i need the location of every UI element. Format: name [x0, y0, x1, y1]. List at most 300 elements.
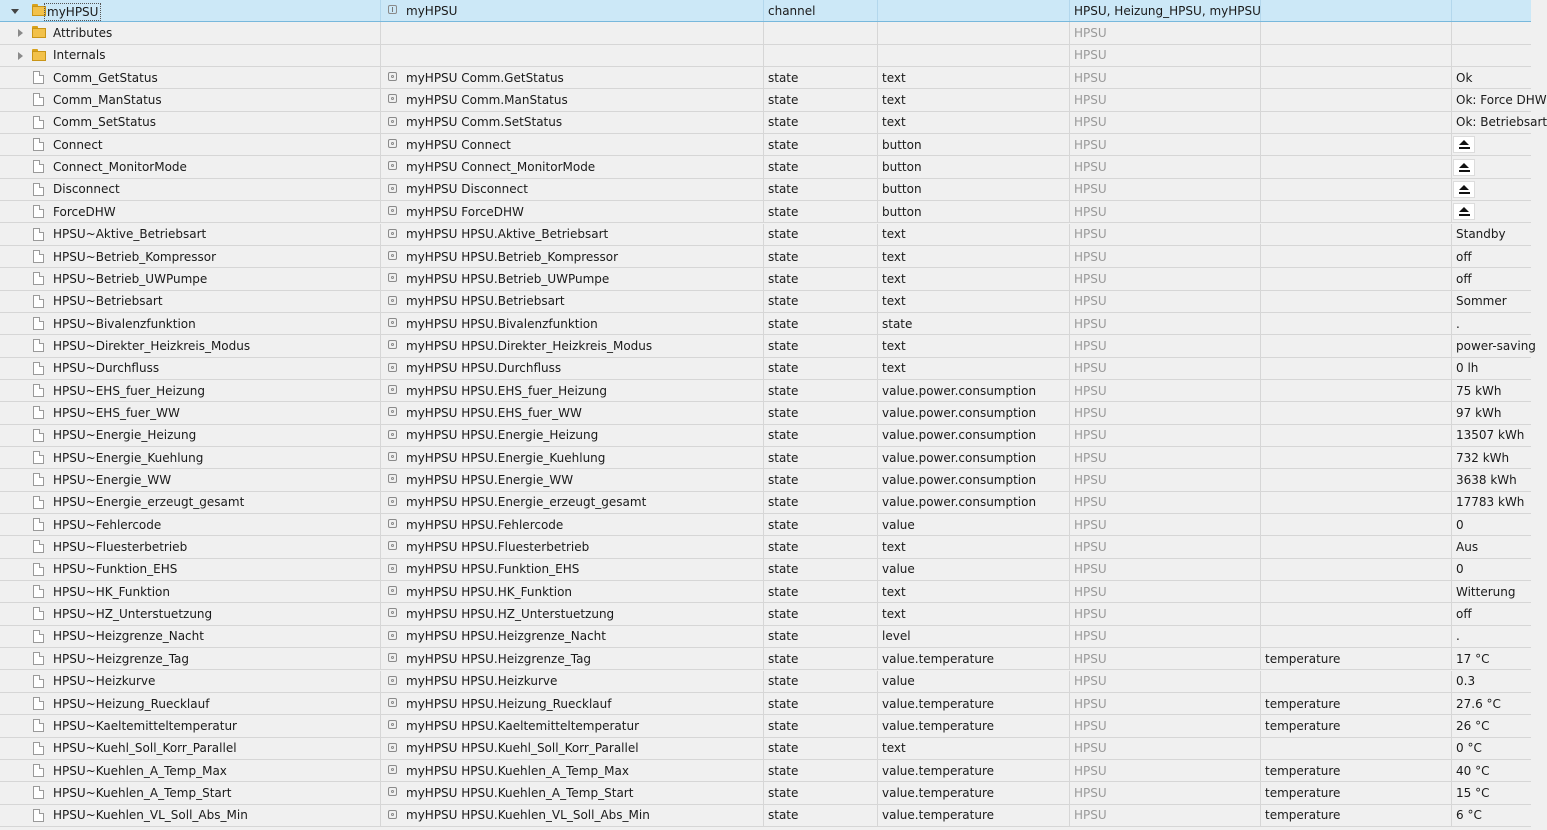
object-type: state — [764, 380, 878, 401]
object-value[interactable]: 0 — [1456, 562, 1464, 577]
folder-icon — [32, 49, 46, 62]
tree-row-state[interactable] — [0, 402, 1531, 424]
object-label: myHPSU HPSU.Energie_Heizung — [406, 428, 599, 443]
tree-row-state[interactable] — [0, 469, 1531, 491]
tree-row-state[interactable] — [0, 536, 1531, 558]
object-role: text — [878, 67, 1070, 88]
state-icon — [388, 407, 397, 416]
object-role — [878, 0, 1070, 21]
object-role: value.power.consumption — [878, 425, 1070, 446]
label-cell — [381, 425, 764, 446]
object-label: myHPSU HPSU.Heizkurve — [406, 674, 558, 689]
name-cell — [0, 89, 381, 110]
press-button[interactable] — [1453, 159, 1475, 176]
state-icon — [388, 251, 397, 260]
name-cell — [0, 492, 381, 513]
label-cell — [381, 559, 764, 580]
file-icon — [33, 809, 44, 822]
state-icon — [388, 676, 397, 685]
file-icon — [33, 652, 44, 665]
object-name: HPSU~Kuehlen_A_Temp_Max — [53, 763, 227, 778]
name-cell — [0, 112, 381, 133]
label-cell — [381, 335, 764, 356]
object-type: state — [764, 782, 878, 803]
object-room: HPSU — [1070, 67, 1261, 88]
name-cell — [0, 648, 381, 669]
object-value — [1452, 179, 1531, 200]
tree-row-state[interactable] — [0, 179, 1531, 201]
object-name: Attributes — [53, 26, 113, 41]
file-icon — [33, 540, 44, 553]
object-type: channel — [764, 0, 878, 21]
state-icon — [388, 430, 397, 439]
name-cell — [0, 760, 381, 781]
object-function — [1261, 224, 1452, 245]
object-value — [1452, 22, 1531, 43]
object-name: HPSU~Energie_erzeugt_gesamt — [53, 495, 245, 510]
object-type: state — [764, 581, 878, 602]
name-cell — [0, 156, 381, 177]
file-icon — [33, 675, 44, 688]
object-value[interactable]: 6 °C — [1456, 808, 1482, 823]
object-role: value.temperature — [878, 760, 1070, 781]
object-name: HPSU~HK_Funktion — [53, 584, 170, 599]
object-role: value.power.consumption — [878, 380, 1070, 401]
object-role: text — [878, 291, 1070, 312]
object-label: myHPSU HPSU.EHS_fuer_Heizung — [406, 383, 607, 398]
file-icon — [33, 71, 44, 84]
object-value[interactable]: off — [1456, 271, 1472, 286]
object-function — [1261, 492, 1452, 513]
object-type: state — [764, 268, 878, 289]
state-icon — [388, 497, 397, 506]
object-name: HPSU~Betrieb_UWPumpe — [53, 271, 208, 286]
press-button[interactable] — [1453, 203, 1475, 220]
object-function — [1261, 447, 1452, 468]
tree-row-state[interactable] — [0, 760, 1531, 782]
object-function — [1261, 559, 1452, 580]
object-type: state — [764, 201, 878, 222]
tree-row-state[interactable] — [0, 492, 1531, 514]
object-role: level — [878, 626, 1070, 647]
object-room: HPSU — [1070, 268, 1261, 289]
tree-row-state[interactable] — [0, 805, 1531, 827]
object-value[interactable]: 0 °C — [1456, 741, 1482, 756]
object-role: button — [878, 179, 1070, 200]
file-icon — [33, 362, 44, 375]
name-cell — [0, 581, 381, 602]
object-type: state — [764, 514, 878, 535]
object-name: Comm_GetStatus — [53, 70, 158, 85]
object-role: value.temperature — [878, 715, 1070, 736]
label-cell — [381, 514, 764, 535]
file-icon — [33, 630, 44, 643]
press-button[interactable] — [1453, 181, 1475, 198]
label-cell — [381, 782, 764, 803]
object-function — [1261, 738, 1452, 759]
object-type: state — [764, 715, 878, 736]
tree-row-state[interactable] — [0, 603, 1531, 625]
tree-row-root[interactable] — [0, 0, 1531, 22]
name-cell — [0, 782, 381, 803]
object-name: HPSU~Energie_WW — [53, 473, 172, 488]
tree-row-attributes[interactable] — [0, 22, 1531, 44]
file-icon — [33, 93, 44, 106]
object-value[interactable]: 3638 kWh — [1456, 473, 1517, 488]
object-room: HPSU — [1070, 760, 1261, 781]
tree-row-state[interactable] — [0, 738, 1531, 760]
name-cell — [0, 603, 381, 624]
object-role — [878, 22, 1070, 43]
tree-row-state[interactable] — [0, 224, 1531, 246]
tree-row-state[interactable] — [0, 559, 1531, 581]
tree-row-state[interactable] — [0, 514, 1531, 536]
tree-row-state[interactable] — [0, 291, 1531, 313]
object-room: HPSU — [1070, 671, 1261, 692]
name-cell — [0, 514, 381, 535]
object-label: myHPSU HPSU.Durchfluss — [406, 361, 562, 376]
object-label: myHPSU Connect — [406, 137, 511, 152]
expand-arrow-icon[interactable] — [18, 29, 23, 37]
object-value[interactable]: power-saving — [1456, 338, 1536, 353]
tree-row-internals[interactable] — [0, 45, 1531, 67]
object-value — [1452, 156, 1531, 177]
object-label: myHPSU HPSU.Fluesterbetrieb — [406, 540, 590, 555]
tree-row-state[interactable] — [0, 715, 1531, 737]
state-icon — [388, 541, 397, 550]
object-room: HPSU — [1070, 380, 1261, 401]
object-name: HPSU~Heizkurve — [53, 674, 156, 689]
label-cell — [381, 201, 764, 222]
label-cell — [381, 89, 764, 110]
eject-icon — [1459, 185, 1470, 194]
name-cell — [0, 626, 381, 647]
object-room: HPSU — [1070, 715, 1261, 736]
object-role: value.temperature — [878, 693, 1070, 714]
eject-icon — [1459, 207, 1470, 216]
tree-row-state[interactable] — [0, 425, 1531, 447]
object-type: state — [764, 402, 878, 423]
object-value — [1452, 134, 1531, 155]
object-name: ForceDHW — [53, 204, 116, 219]
state-icon — [388, 608, 397, 617]
object-value[interactable]: Ok — [1456, 70, 1473, 85]
object-room: HPSU — [1070, 648, 1261, 669]
object-room: HPSU — [1070, 738, 1261, 759]
label-cell — [381, 738, 764, 759]
file-icon — [33, 406, 44, 419]
state-icon — [388, 385, 397, 394]
tree-row-state[interactable] — [0, 156, 1531, 178]
object-role: text — [878, 581, 1070, 602]
name-cell — [0, 134, 381, 155]
object-value — [1452, 201, 1531, 222]
object-role: value.temperature — [878, 782, 1070, 803]
object-name: Connect — [53, 137, 103, 152]
object-value[interactable]: Standby — [1456, 227, 1506, 242]
state-icon — [388, 653, 397, 662]
object-role: text — [878, 112, 1070, 133]
object-function: temperature — [1261, 782, 1452, 803]
collapse-arrow-icon[interactable] — [11, 9, 19, 14]
object-type: state — [764, 536, 878, 557]
state-icon — [388, 229, 397, 238]
file-icon — [33, 138, 44, 151]
object-type: state — [764, 626, 878, 647]
object-type: state — [764, 179, 878, 200]
object-value[interactable]: 17 °C — [1456, 651, 1490, 666]
file-icon — [33, 339, 44, 352]
label-cell — [381, 134, 764, 155]
object-room: HPSU — [1070, 313, 1261, 334]
object-function — [1261, 425, 1452, 446]
object-value[interactable]: 75 kWh — [1456, 383, 1502, 398]
info-icon — [388, 5, 397, 14]
object-type: state — [764, 313, 878, 334]
object-type: state — [764, 469, 878, 490]
state-icon — [388, 94, 397, 103]
object-label: myHPSU Connect_MonitorMode — [406, 160, 596, 175]
tree-row-state[interactable] — [0, 581, 1531, 603]
state-icon — [388, 318, 397, 327]
name-cell — [0, 469, 381, 490]
object-room: HPSU — [1070, 492, 1261, 513]
eject-icon — [1459, 163, 1470, 172]
object-type — [764, 22, 878, 43]
object-room: HPSU — [1070, 805, 1261, 826]
tree-row-state[interactable] — [0, 626, 1531, 648]
tree-row-state[interactable] — [0, 782, 1531, 804]
object-function — [1261, 291, 1452, 312]
object-value[interactable]: 97 kWh — [1456, 405, 1502, 420]
label-cell — [381, 291, 764, 312]
object-type: state — [764, 358, 878, 379]
tree-row-state[interactable] — [0, 112, 1547, 134]
object-name: Comm_SetStatus — [53, 115, 157, 130]
tree-row-state[interactable] — [0, 693, 1531, 715]
object-label: myHPSU HPSU.Kuehl_Soll_Korr_Parallel — [406, 741, 639, 756]
object-value — [1452, 45, 1531, 66]
object-value[interactable]: 17783 kWh — [1456, 495, 1525, 510]
tree-row-state[interactable] — [0, 67, 1531, 89]
file-icon — [33, 228, 44, 241]
state-icon — [388, 452, 397, 461]
object-function — [1261, 313, 1452, 334]
object-type: state — [764, 156, 878, 177]
tree-row-state[interactable] — [0, 134, 1531, 156]
object-value[interactable]: 732 kWh — [1456, 450, 1510, 465]
tree-row-state[interactable] — [0, 89, 1547, 111]
object-name: HPSU~Bivalenzfunktion — [53, 316, 196, 331]
object-label: myHPSU HPSU.Kuehlen_A_Temp_Start — [406, 785, 634, 800]
label-cell — [381, 45, 764, 66]
object-value[interactable]: Sommer — [1456, 294, 1507, 309]
file-icon — [33, 272, 44, 285]
object-role: text — [878, 603, 1070, 624]
object-room: HPSU — [1070, 536, 1261, 557]
state-icon — [388, 139, 397, 148]
object-label: myHPSU HPSU.Funktion_EHS — [406, 562, 580, 577]
object-type: state — [764, 447, 878, 468]
state-icon — [388, 206, 397, 215]
name-cell — [0, 358, 381, 379]
folder-icon — [32, 26, 46, 39]
object-label: myHPSU HPSU.Bivalenzfunktion — [406, 316, 598, 331]
press-button[interactable] — [1453, 136, 1475, 153]
label-cell — [381, 179, 764, 200]
object-type: state — [764, 559, 878, 580]
object-role: value.temperature — [878, 805, 1070, 826]
object-role: text — [878, 89, 1070, 110]
object-room: HPSU — [1070, 45, 1261, 66]
object-label: myHPSU HPSU.Betriebsart — [406, 294, 565, 309]
object-label: myHPSU HPSU.HZ_Unterstuetzung — [406, 607, 615, 622]
object-type: state — [764, 134, 878, 155]
object-label: myHPSU HPSU.Energie_WW — [406, 473, 574, 488]
object-value[interactable]: 13507 kWh — [1456, 428, 1525, 443]
object-value[interactable]: Ok: Force DHW — [1456, 93, 1547, 108]
object-role: value.power.consumption — [878, 492, 1070, 513]
state-icon — [388, 72, 397, 81]
tree-row-state[interactable] — [0, 201, 1531, 223]
object-function — [1261, 201, 1452, 222]
tree-row-state[interactable] — [0, 447, 1531, 469]
object-room: HPSU — [1070, 291, 1261, 312]
object-role: value.power.consumption — [878, 447, 1070, 468]
object-type: state — [764, 89, 878, 110]
object-type: state — [764, 738, 878, 759]
name-cell — [0, 224, 381, 245]
object-room: HPSU — [1070, 156, 1261, 177]
object-room: HPSU, Heizung_HPSU, myHPSU — [1070, 0, 1261, 21]
object-name: HPSU~HZ_Unterstuetzung — [53, 607, 213, 622]
object-role: text — [878, 536, 1070, 557]
object-name: HPSU~Fluesterbetrieb — [53, 540, 188, 555]
object-room: HPSU — [1070, 626, 1261, 647]
name-cell — [0, 380, 381, 401]
object-name: HPSU~Energie_Kuehlung — [53, 450, 204, 465]
object-value[interactable]: . — [1456, 629, 1460, 644]
object-value[interactable]: 15 °C — [1456, 785, 1490, 800]
object-value[interactable]: 0 lh — [1456, 361, 1479, 376]
object-function — [1261, 626, 1452, 647]
object-label: myHPSU HPSU.Heizgrenze_Nacht — [406, 629, 606, 644]
object-type — [764, 45, 878, 66]
object-function — [1261, 671, 1452, 692]
file-icon — [33, 183, 44, 196]
object-value[interactable]: off — [1456, 607, 1472, 622]
tree-row-state[interactable] — [0, 246, 1531, 268]
state-icon — [388, 273, 397, 282]
object-type: state — [764, 224, 878, 245]
object-type: state — [764, 335, 878, 356]
object-value[interactable]: 0.3 — [1456, 674, 1476, 689]
name-cell — [0, 805, 381, 826]
object-role: text — [878, 268, 1070, 289]
label-cell — [381, 246, 764, 267]
label-cell — [381, 693, 764, 714]
tree-row-state[interactable] — [0, 335, 1536, 357]
object-role: button — [878, 201, 1070, 222]
object-name: HPSU~Energie_Heizung — [53, 428, 197, 443]
tree-row-state[interactable] — [0, 648, 1531, 670]
file-icon — [33, 697, 44, 710]
object-type: state — [764, 291, 878, 312]
object-role: value.power.consumption — [878, 402, 1070, 423]
object-function — [1261, 514, 1452, 535]
object-function: temperature — [1261, 693, 1452, 714]
object-role: value — [878, 559, 1070, 580]
object-value[interactable]: 40 °C — [1456, 763, 1490, 778]
name-cell — [0, 447, 381, 468]
object-value[interactable]: . — [1456, 316, 1460, 331]
object-role: value.temperature — [878, 648, 1070, 669]
state-icon — [388, 340, 397, 349]
object-type: state — [764, 648, 878, 669]
tree-row-state[interactable] — [0, 380, 1531, 402]
object-room: HPSU — [1070, 179, 1261, 200]
label-cell — [381, 67, 764, 88]
object-name: HPSU~Heizgrenze_Tag — [53, 651, 190, 666]
object-type: state — [764, 425, 878, 446]
object-value[interactable]: Ok: Betriebsart — [1456, 115, 1547, 130]
object-role: text — [878, 224, 1070, 245]
name-cell — [0, 693, 381, 714]
object-value[interactable]: 0 — [1456, 517, 1464, 532]
object-name: Comm_ManStatus — [53, 93, 162, 108]
label-cell — [381, 380, 764, 401]
label-cell — [381, 760, 764, 781]
object-value[interactable]: Witterung — [1456, 584, 1516, 599]
object-function: temperature — [1261, 805, 1452, 826]
object-room: HPSU — [1070, 514, 1261, 535]
name-cell — [0, 291, 381, 312]
expand-arrow-icon[interactable] — [18, 52, 23, 60]
object-value[interactable]: off — [1456, 249, 1472, 264]
state-icon — [388, 474, 397, 483]
object-value[interactable]: 26 °C — [1456, 718, 1490, 733]
object-name: Disconnect — [53, 182, 120, 197]
state-icon — [388, 363, 397, 372]
label-cell — [381, 805, 764, 826]
object-label: myHPSU HPSU.Direkter_Heizkreis_Modus — [406, 338, 653, 353]
object-function — [1261, 335, 1452, 356]
object-label: myHPSU HPSU.EHS_fuer_WW — [406, 405, 582, 420]
name-cell — [0, 335, 381, 356]
object-value[interactable]: 27.6 °C — [1456, 696, 1501, 711]
object-label: myHPSU HPSU.Heizgrenze_Tag — [406, 651, 592, 666]
name-cell — [0, 246, 381, 267]
object-room: HPSU — [1070, 402, 1261, 423]
label-cell — [381, 671, 764, 692]
name-cell — [0, 22, 381, 43]
tree-row-state[interactable] — [0, 268, 1531, 290]
object-function: temperature — [1261, 715, 1452, 736]
object-label: myHPSU — [406, 3, 458, 18]
tree-row-state[interactable] — [0, 313, 1531, 335]
file-icon — [33, 496, 44, 509]
file-icon — [33, 384, 44, 397]
object-value[interactable]: Aus — [1456, 540, 1479, 555]
object-type: state — [764, 671, 878, 692]
tree-row-state[interactable] — [0, 671, 1531, 693]
label-cell — [381, 358, 764, 379]
name-cell — [0, 45, 381, 66]
label-cell — [381, 626, 764, 647]
object-role: text — [878, 335, 1070, 356]
tree-row-state[interactable] — [0, 358, 1531, 380]
object-type: state — [764, 693, 878, 714]
